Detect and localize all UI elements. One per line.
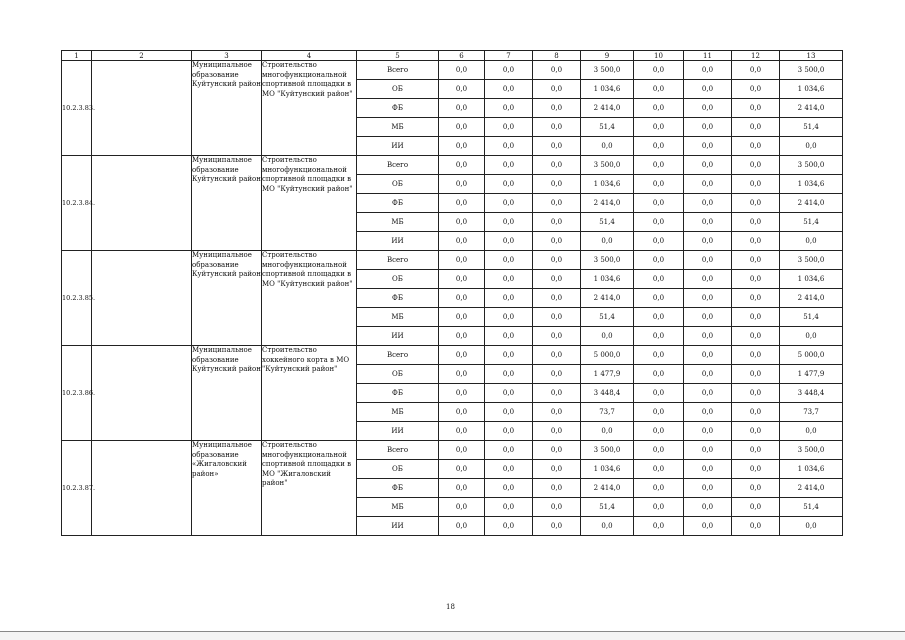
value-cell: 1 034,6 [780, 270, 843, 289]
value-cell: 2 414,0 [581, 479, 634, 498]
value-cell: 0,0 [684, 422, 732, 441]
value-cell: 51,4 [581, 213, 634, 232]
value-cell: 0,0 [533, 403, 581, 422]
funding-source-cell: ИИ [357, 517, 439, 536]
value-cell: 0,0 [684, 365, 732, 384]
funding-source-cell: Всего [357, 61, 439, 80]
activity-cell: Строительство многофункциональной спортивной площадки в МО "Куйтунский район" [262, 251, 357, 346]
value-cell: 51,4 [581, 308, 634, 327]
value-cell: 0,0 [684, 289, 732, 308]
table-row [62, 441, 843, 460]
funding-source-cell: ИИ [357, 232, 439, 251]
value-cell: 0,0 [439, 137, 485, 156]
table-row [62, 61, 843, 80]
value-cell: 51,4 [581, 498, 634, 517]
scan-bottom-edge [0, 631, 905, 640]
header-cell: 11 [684, 51, 732, 61]
value-cell: 0,0 [634, 517, 684, 536]
value-cell: 0,0 [732, 441, 780, 460]
value-cell: 0,0 [684, 251, 732, 270]
funding-source-cell: Всего [357, 156, 439, 175]
value-cell: 0,0 [732, 137, 780, 156]
value-cell: 0,0 [684, 118, 732, 137]
value-cell: 0,0 [485, 80, 533, 99]
value-cell: 0,0 [634, 365, 684, 384]
value-cell: 0,0 [684, 517, 732, 536]
funding-source-cell: ОБ [357, 270, 439, 289]
funding-source-cell: МБ [357, 498, 439, 517]
budget-table [61, 50, 843, 536]
value-cell: 0,0 [439, 156, 485, 175]
executor-cell: Муниципальное образование Куйтунский район [192, 156, 262, 251]
value-cell: 0,0 [485, 365, 533, 384]
funding-source-cell: Всего [357, 441, 439, 460]
value-cell: 0,0 [780, 327, 843, 346]
value-cell: 0,0 [439, 460, 485, 479]
value-cell: 0,0 [533, 460, 581, 479]
value-cell: 0,0 [485, 251, 533, 270]
header-cell: 9 [581, 51, 634, 61]
value-cell: 1 477,9 [780, 365, 843, 384]
table-row [62, 346, 843, 365]
value-cell: 0,0 [439, 194, 485, 213]
value-cell: 0,0 [634, 137, 684, 156]
value-cell: 0,0 [533, 118, 581, 137]
funding-source-cell: Всего [357, 251, 439, 270]
funding-source-cell: ОБ [357, 175, 439, 194]
funding-source-cell: ИИ [357, 422, 439, 441]
value-cell: 0,0 [485, 327, 533, 346]
value-cell: 0,0 [634, 118, 684, 137]
value-cell: 0,0 [581, 327, 634, 346]
value-cell: 1 034,6 [581, 175, 634, 194]
value-cell: 0,0 [439, 99, 485, 118]
value-cell: 0,0 [684, 213, 732, 232]
value-cell: 0,0 [732, 251, 780, 270]
value-cell: 0,0 [634, 346, 684, 365]
value-cell: 0,0 [439, 365, 485, 384]
value-cell: 0,0 [485, 384, 533, 403]
value-cell: 0,0 [533, 61, 581, 80]
funding-source-cell: МБ [357, 213, 439, 232]
value-cell: 73,7 [780, 403, 843, 422]
value-cell: 0,0 [684, 99, 732, 118]
value-cell: 2 414,0 [581, 194, 634, 213]
value-cell: 0,0 [634, 156, 684, 175]
value-cell: 1 034,6 [581, 270, 634, 289]
value-cell: 0,0 [684, 80, 732, 99]
value-cell: 0,0 [533, 213, 581, 232]
executor-cell: Муниципальное образование «Жигаловский район» [192, 441, 262, 536]
value-cell: 0,0 [533, 422, 581, 441]
value-cell: 0,0 [684, 175, 732, 194]
value-cell: 0,0 [485, 346, 533, 365]
value-cell: 3 500,0 [581, 441, 634, 460]
column-2-cell [92, 61, 192, 156]
value-cell: 0,0 [439, 441, 485, 460]
column-2-cell [92, 251, 192, 346]
value-cell: 0,0 [533, 498, 581, 517]
value-cell: 0,0 [485, 441, 533, 460]
executor-cell: Муниципальное образование Куйтунский район [192, 61, 262, 156]
header-cell: 1 [62, 51, 92, 61]
funding-source-cell: ФБ [357, 99, 439, 118]
value-cell: 0,0 [634, 61, 684, 80]
value-cell: 0,0 [485, 194, 533, 213]
value-cell: 0,0 [634, 498, 684, 517]
value-cell: 0,0 [533, 384, 581, 403]
value-cell: 1 034,6 [780, 460, 843, 479]
value-cell: 0,0 [485, 137, 533, 156]
value-cell: 0,0 [439, 384, 485, 403]
value-cell: 0,0 [684, 270, 732, 289]
value-cell: 0,0 [634, 213, 684, 232]
value-cell: 0,0 [439, 346, 485, 365]
value-cell: 0,0 [634, 251, 684, 270]
value-cell: 0,0 [732, 365, 780, 384]
value-cell: 0,0 [485, 213, 533, 232]
value-cell: 0,0 [732, 498, 780, 517]
value-cell: 3 500,0 [780, 441, 843, 460]
value-cell: 0,0 [732, 99, 780, 118]
value-cell: 0,0 [684, 327, 732, 346]
value-cell: 0,0 [732, 232, 780, 251]
activity-cell: Строительство многофункциональной спортивной площадки в МО "Куйтунский район" [262, 156, 357, 251]
value-cell: 0,0 [684, 346, 732, 365]
value-cell: 3 500,0 [581, 61, 634, 80]
value-cell: 0,0 [485, 422, 533, 441]
value-cell: 0,0 [634, 327, 684, 346]
value-cell: 0,0 [439, 517, 485, 536]
header-cell: 10 [634, 51, 684, 61]
value-cell: 0,0 [439, 61, 485, 80]
value-cell: 0,0 [684, 498, 732, 517]
value-cell: 51,4 [780, 498, 843, 517]
value-cell: 0,0 [533, 441, 581, 460]
value-cell: 0,0 [439, 498, 485, 517]
header-cell: 5 [357, 51, 439, 61]
value-cell: 5 000,0 [780, 346, 843, 365]
value-cell: 0,0 [533, 80, 581, 99]
header-cell: 7 [485, 51, 533, 61]
value-cell: 0,0 [485, 498, 533, 517]
value-cell: 3 500,0 [581, 156, 634, 175]
value-cell: 3 448,4 [780, 384, 843, 403]
value-cell: 0,0 [684, 156, 732, 175]
value-cell: 0,0 [634, 403, 684, 422]
page-number: 18 [446, 603, 455, 611]
value-cell: 0,0 [581, 137, 634, 156]
value-cell: 0,0 [732, 194, 780, 213]
value-cell: 0,0 [533, 99, 581, 118]
header-cell: 3 [192, 51, 262, 61]
funding-source-cell: МБ [357, 403, 439, 422]
value-cell: 0,0 [634, 175, 684, 194]
value-cell: 0,0 [634, 441, 684, 460]
value-cell: 0,0 [732, 422, 780, 441]
value-cell: 0,0 [684, 61, 732, 80]
value-cell: 3 448,4 [581, 384, 634, 403]
value-cell: 0,0 [533, 479, 581, 498]
funding-source-cell: ФБ [357, 194, 439, 213]
value-cell: 73,7 [581, 403, 634, 422]
value-cell: 0,0 [732, 460, 780, 479]
value-cell: 0,0 [732, 327, 780, 346]
activity-cell: Строительство хоккейного корта в МО "Куйтунский район" [262, 346, 357, 441]
value-cell: 0,0 [439, 175, 485, 194]
executor-cell: Муниципальное образование Куйтунский район [192, 251, 262, 346]
value-cell: 0,0 [439, 80, 485, 99]
value-cell: 0,0 [732, 213, 780, 232]
value-cell: 0,0 [684, 403, 732, 422]
funding-source-cell: ОБ [357, 460, 439, 479]
value-cell: 0,0 [533, 365, 581, 384]
value-cell: 0,0 [533, 289, 581, 308]
value-cell: 0,0 [634, 194, 684, 213]
value-cell: 0,0 [732, 156, 780, 175]
header-cell: 2 [92, 51, 192, 61]
value-cell: 0,0 [439, 251, 485, 270]
value-cell: 0,0 [485, 118, 533, 137]
value-cell: 0,0 [634, 384, 684, 403]
value-cell: 0,0 [684, 441, 732, 460]
value-cell: 2 414,0 [780, 289, 843, 308]
activity-cell: Строительство многофункциональной спортивной площадки в МО "Куйтунский район" [262, 61, 357, 156]
value-cell: 0,0 [634, 479, 684, 498]
value-cell: 1 034,6 [780, 80, 843, 99]
value-cell: 0,0 [634, 232, 684, 251]
value-cell: 0,0 [684, 460, 732, 479]
item-code: 10.2.3.85. [62, 251, 92, 346]
value-cell: 0,0 [485, 156, 533, 175]
value-cell: 0,0 [485, 61, 533, 80]
value-cell: 0,0 [732, 517, 780, 536]
value-cell: 0,0 [533, 156, 581, 175]
value-cell: 0,0 [684, 308, 732, 327]
item-code: 10.2.3.87. [62, 441, 92, 536]
value-cell: 2 414,0 [581, 289, 634, 308]
item-code: 10.2.3.84. [62, 156, 92, 251]
header-row [62, 51, 843, 61]
column-2-cell [92, 441, 192, 536]
value-cell: 0,0 [533, 232, 581, 251]
value-cell: 0,0 [732, 80, 780, 99]
table-body [62, 61, 843, 536]
value-cell: 1 034,6 [581, 80, 634, 99]
value-cell: 0,0 [732, 308, 780, 327]
value-cell: 0,0 [439, 403, 485, 422]
value-cell: 2 414,0 [581, 99, 634, 118]
header-cell: 4 [262, 51, 357, 61]
value-cell: 0,0 [439, 232, 485, 251]
funding-source-cell: ОБ [357, 365, 439, 384]
value-cell: 0,0 [732, 346, 780, 365]
value-cell: 2 414,0 [780, 194, 843, 213]
value-cell: 0,0 [439, 327, 485, 346]
value-cell: 1 034,6 [581, 460, 634, 479]
value-cell: 0,0 [485, 99, 533, 118]
value-cell: 0,0 [732, 479, 780, 498]
value-cell: 0,0 [533, 251, 581, 270]
value-cell: 0,0 [634, 99, 684, 118]
value-cell: 0,0 [634, 308, 684, 327]
value-cell: 0,0 [439, 118, 485, 137]
value-cell: 0,0 [533, 346, 581, 365]
header-cell: 12 [732, 51, 780, 61]
value-cell: 5 000,0 [581, 346, 634, 365]
value-cell: 0,0 [581, 232, 634, 251]
value-cell: 0,0 [634, 80, 684, 99]
value-cell: 0,0 [684, 137, 732, 156]
item-code: 10.2.3.86. [62, 346, 92, 441]
value-cell: 0,0 [780, 137, 843, 156]
table-row [62, 156, 843, 175]
funding-source-cell: Всего [357, 346, 439, 365]
value-cell: 0,0 [581, 517, 634, 536]
value-cell: 51,4 [780, 118, 843, 137]
funding-source-cell: ИИ [357, 327, 439, 346]
value-cell: 0,0 [732, 289, 780, 308]
funding-source-cell: МБ [357, 308, 439, 327]
value-cell: 51,4 [780, 213, 843, 232]
value-cell: 0,0 [485, 308, 533, 327]
value-cell: 0,0 [439, 422, 485, 441]
value-cell: 0,0 [732, 270, 780, 289]
value-cell: 51,4 [780, 308, 843, 327]
value-cell: 0,0 [780, 422, 843, 441]
value-cell: 0,0 [634, 270, 684, 289]
activity-cell: Строительство многофункциональной спортивной площадки в МО "Жигаловский район" [262, 441, 357, 536]
funding-source-cell: ФБ [357, 384, 439, 403]
value-cell: 0,0 [732, 61, 780, 80]
column-2-cell [92, 156, 192, 251]
value-cell: 0,0 [684, 232, 732, 251]
value-cell: 0,0 [485, 232, 533, 251]
value-cell: 0,0 [439, 308, 485, 327]
value-cell: 0,0 [634, 460, 684, 479]
value-cell: 0,0 [439, 213, 485, 232]
value-cell: 1 034,6 [780, 175, 843, 194]
value-cell: 0,0 [732, 384, 780, 403]
value-cell: 0,0 [533, 308, 581, 327]
value-cell: 0,0 [485, 175, 533, 194]
executor-cell: Муниципальное образование Куйтунский район [192, 346, 262, 441]
value-cell: 0,0 [533, 175, 581, 194]
value-cell: 0,0 [732, 403, 780, 422]
table-row [62, 251, 843, 270]
value-cell: 2 414,0 [780, 479, 843, 498]
funding-source-cell: ИИ [357, 137, 439, 156]
header-cell: 8 [533, 51, 581, 61]
value-cell: 3 500,0 [581, 251, 634, 270]
value-cell: 3 500,0 [780, 251, 843, 270]
value-cell: 0,0 [485, 460, 533, 479]
value-cell: 0,0 [634, 289, 684, 308]
value-cell: 0,0 [439, 270, 485, 289]
value-cell: 0,0 [439, 479, 485, 498]
value-cell: 0,0 [684, 384, 732, 403]
value-cell: 0,0 [533, 270, 581, 289]
funding-source-cell: МБ [357, 118, 439, 137]
value-cell: 0,0 [485, 270, 533, 289]
value-cell: 0,0 [732, 118, 780, 137]
value-cell: 0,0 [732, 175, 780, 194]
value-cell: 0,0 [684, 194, 732, 213]
value-cell: 0,0 [485, 517, 533, 536]
funding-source-cell: ОБ [357, 80, 439, 99]
value-cell: 51,4 [581, 118, 634, 137]
value-cell: 0,0 [533, 327, 581, 346]
value-cell: 0,0 [780, 232, 843, 251]
value-cell: 0,0 [533, 194, 581, 213]
value-cell: 2 414,0 [780, 99, 843, 118]
funding-source-cell: ФБ [357, 289, 439, 308]
value-cell: 0,0 [485, 289, 533, 308]
value-cell: 0,0 [439, 289, 485, 308]
value-cell: 0,0 [634, 422, 684, 441]
funding-source-cell: ФБ [357, 479, 439, 498]
item-code: 10.2.3.83. [62, 61, 92, 156]
value-cell: 0,0 [485, 479, 533, 498]
value-cell: 3 500,0 [780, 61, 843, 80]
value-cell: 0,0 [684, 479, 732, 498]
value-cell: 0,0 [533, 137, 581, 156]
value-cell: 0,0 [581, 422, 634, 441]
value-cell: 0,0 [533, 517, 581, 536]
value-cell: 0,0 [485, 403, 533, 422]
header-cell: 13 [780, 51, 843, 61]
header-cell: 6 [439, 51, 485, 61]
column-2-cell [92, 346, 192, 441]
value-cell: 3 500,0 [780, 156, 843, 175]
value-cell: 0,0 [780, 517, 843, 536]
value-cell: 1 477,9 [581, 365, 634, 384]
